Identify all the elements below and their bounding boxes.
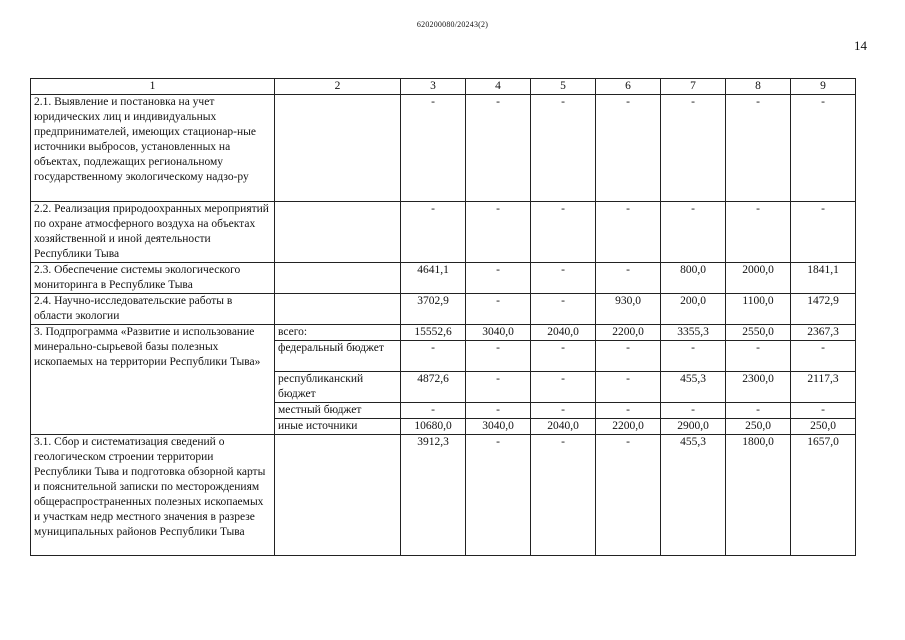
value-cell: - (401, 95, 466, 202)
value-cell: - (466, 435, 531, 556)
column-header: 7 (661, 79, 726, 95)
funding-source (275, 263, 401, 294)
value-cell: - (661, 95, 726, 202)
value-cell: - (466, 294, 531, 325)
funding-source: всего: (275, 325, 401, 341)
value-cell: 1841,1 (791, 263, 856, 294)
value-cell: - (791, 95, 856, 202)
funding-source: республиканский бюджет (275, 372, 401, 403)
value-cell: - (596, 372, 661, 403)
table-header-row (31, 79, 856, 95)
value-cell: - (661, 403, 726, 419)
funding-source: местный бюджет (275, 403, 401, 419)
value-cell: 2367,3 (791, 325, 856, 341)
value-cell: 3912,3 (401, 435, 466, 556)
row-name: 2.4. Научно-исследовательские работы в области экологии (31, 294, 275, 325)
value-cell: 1800,0 (726, 435, 791, 556)
row-name: 3.1. Сбор и систематизация сведений о геологическом строении территории Республики Тыва и подготовка обзорной карты и пояснительной записки по месторождениям общераспространенных полезных ископаемых и участкам недр местного значения в разрезе муниципальных районов Республики Тыва (31, 435, 275, 556)
value-cell: 2000,0 (726, 263, 791, 294)
value-cell: - (596, 263, 661, 294)
value-cell: 3355,3 (661, 325, 726, 341)
value-cell: 4641,1 (401, 263, 466, 294)
column-header: 3 (401, 79, 466, 95)
value-cell: 2200,0 (596, 419, 661, 435)
value-cell: 3702,9 (401, 294, 466, 325)
funding-source: иные источники (275, 419, 401, 435)
value-cell: - (596, 202, 661, 263)
value-cell: - (401, 341, 466, 372)
table-row (31, 202, 856, 263)
budget-table (30, 78, 856, 556)
document-id: 620200080/20243(2) (416, 20, 489, 29)
page-number: 14 (854, 38, 867, 53)
value-cell: 15552,6 (401, 325, 466, 341)
funding-source (275, 435, 401, 556)
column-header: 6 (596, 79, 661, 95)
value-cell: - (596, 95, 661, 202)
column-header: 8 (726, 79, 791, 95)
value-cell: 1100,0 (726, 294, 791, 325)
table-row (31, 95, 856, 202)
value-cell: - (401, 403, 466, 419)
value-cell: 2300,0 (726, 372, 791, 403)
value-cell: 250,0 (726, 419, 791, 435)
value-cell: - (726, 341, 791, 372)
value-cell: - (466, 403, 531, 419)
value-cell: - (531, 95, 596, 202)
value-cell: - (791, 341, 856, 372)
value-cell: 1657,0 (791, 435, 856, 556)
value-cell: - (726, 403, 791, 419)
row-name: 2.3. Обеспечение системы экологического мониторинга в Республике Тыва (31, 263, 275, 294)
funding-source (275, 294, 401, 325)
value-cell: - (596, 435, 661, 556)
row-name: 2.1. Выявление и постановка на учет юридических лиц и индивидуальных предпринимателей, имеющих стационар-ные источники выбросов, установленных на объектах, подлежащих региональному государственному экологическому надзо-ру (31, 95, 275, 202)
value-cell: - (466, 202, 531, 263)
column-header: 5 (531, 79, 596, 95)
value-cell: 455,3 (661, 435, 726, 556)
value-cell: - (596, 403, 661, 419)
value-cell: 455,3 (661, 372, 726, 403)
value-cell: 4872,6 (401, 372, 466, 403)
value-cell: - (531, 294, 596, 325)
value-cell: 2550,0 (726, 325, 791, 341)
column-header: 4 (466, 79, 531, 95)
table-row (31, 294, 856, 325)
value-cell: - (531, 341, 596, 372)
value-cell: - (466, 341, 531, 372)
value-cell: - (791, 202, 856, 263)
table-row (31, 325, 856, 341)
funding-source (275, 95, 401, 202)
value-cell: - (466, 372, 531, 403)
value-cell: - (466, 95, 531, 202)
value-cell: - (596, 341, 661, 372)
value-cell: - (531, 403, 596, 419)
funding-source: федеральный бюджет (275, 341, 401, 372)
value-cell: 10680,0 (401, 419, 466, 435)
value-cell: - (466, 263, 531, 294)
value-cell: - (661, 202, 726, 263)
value-cell: 3040,0 (466, 419, 531, 435)
value-cell: - (726, 95, 791, 202)
value-cell: - (726, 202, 791, 263)
value-cell: 2200,0 (596, 325, 661, 341)
column-header: 9 (791, 79, 856, 95)
value-cell: 2900,0 (661, 419, 726, 435)
table-row (31, 435, 856, 556)
value-cell: 2040,0 (531, 419, 596, 435)
value-cell: 200,0 (661, 294, 726, 325)
value-cell: - (791, 403, 856, 419)
value-cell: - (531, 202, 596, 263)
value-cell: 3040,0 (466, 325, 531, 341)
value-cell: 1472,9 (791, 294, 856, 325)
value-cell: 2117,3 (791, 372, 856, 403)
funding-source (275, 202, 401, 263)
column-header: 1 (31, 79, 275, 95)
value-cell: - (401, 202, 466, 263)
row-name: 2.2. Реализация природоохранных мероприятий по охране атмосферного воздуха на объектах хозяйственной и иной деятельности Республики Тыва (31, 202, 275, 263)
value-cell: 2040,0 (531, 325, 596, 341)
value-cell: - (661, 341, 726, 372)
value-cell: 250,0 (791, 419, 856, 435)
value-cell: - (531, 435, 596, 556)
row-name: 3. Подпрограмма «Развитие и использование минерально-сырьевой базы полезных ископаемых на территории Республики Тыва» (31, 325, 275, 435)
value-cell: 930,0 (596, 294, 661, 325)
value-cell: 800,0 (661, 263, 726, 294)
table-row (31, 263, 856, 294)
value-cell: - (531, 263, 596, 294)
value-cell: - (531, 372, 596, 403)
column-header: 2 (275, 79, 401, 95)
